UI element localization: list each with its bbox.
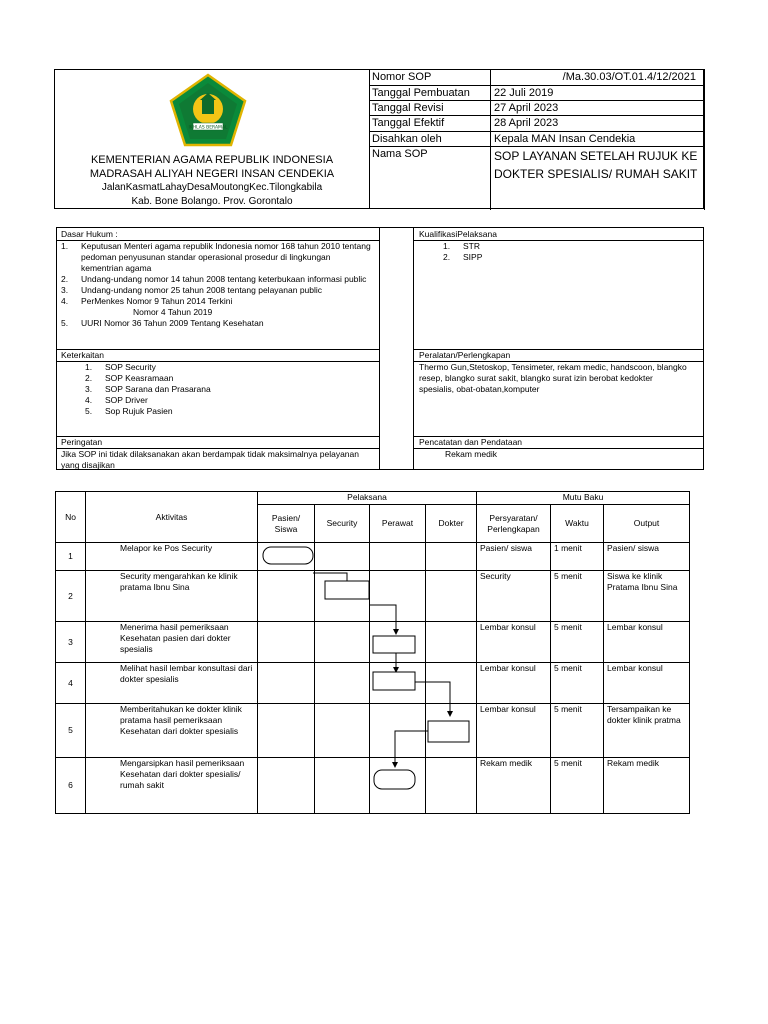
dasar-hukum-item: 1. Keputusan Menteri agama republik Indonesia nomor 168 tahun 2010 tentang pedoman penyusunan standar operasional prosedur di lingkungan kementrian agama bbox=[61, 241, 371, 273]
row-aktivitas: Mengarsipkan hasil pemeriksaan Kesehatan dari dokter spesialis/ rumah sakit bbox=[86, 758, 258, 814]
col-security: Security bbox=[315, 505, 370, 543]
row-aktivitas: Menerima hasil pemeriksaan Kesehatan pasien dari dokter spesialis bbox=[86, 622, 258, 663]
org-name bbox=[55, 153, 369, 209]
peralatan-text: Thermo Gun,Stetoskop, Tensimeter, rekam medic, handscoon, blangko resep, blangko surat sakit, blangko surat izin berobat kedokter spesialis, obat-obatan,komputer bbox=[419, 362, 687, 394]
row-no: 4 bbox=[56, 663, 86, 704]
row-aktivitas: Melihat hasil lembar konsultasi dari dokter spesialis bbox=[86, 663, 258, 704]
ministry-logo-icon bbox=[169, 73, 247, 147]
org-line-region: Kab. Bone Bolango. Prov. Gorontalo bbox=[131, 196, 293, 207]
peringatan-text: Jika SOP ini tidak dilaksanakan akan berdampak tidak maksimalnya pelayanan yang disajikan bbox=[61, 449, 359, 470]
info-block bbox=[56, 227, 704, 470]
col-waktu: Waktu bbox=[551, 505, 604, 543]
keterkaitan-list bbox=[85, 362, 211, 417]
table-row bbox=[56, 663, 690, 704]
keterkaitan-item: 1. SOP Security bbox=[85, 362, 156, 372]
org-line-school: MADRASAH ALIYAH NEGERI INSAN CENDEKIA bbox=[89, 168, 335, 180]
value-tanggal-efektif: 28 April 2023 bbox=[491, 116, 705, 132]
row-output: Siswa ke klinik Pratama Ibnu Sina bbox=[604, 571, 690, 622]
row-waktu: 5 menit bbox=[551, 622, 604, 663]
kualifikasi-item: 2. SIPP bbox=[443, 252, 483, 262]
col-mutu-baku: Mutu Baku bbox=[477, 492, 690, 505]
dasar-hukum-list bbox=[61, 241, 373, 329]
label-nomor-sop: Nomor SOP bbox=[369, 70, 491, 86]
row-persyaratan: Security bbox=[477, 571, 551, 622]
row-no: 2 bbox=[56, 571, 86, 622]
svg-text:IKHLAS BERAMAL: IKHLAS BERAMAL bbox=[188, 125, 228, 131]
value-tanggal-pembuatan: 22 Juli 2019 bbox=[491, 86, 705, 101]
table-row bbox=[56, 571, 690, 622]
label-tanggal-efektif: Tanggal Efektif bbox=[369, 116, 491, 132]
keterkaitan-item: 2. SOP Keasramaan bbox=[85, 373, 174, 383]
hline-row1-left bbox=[57, 349, 379, 350]
keterkaitan-item: 4. SOP Driver bbox=[85, 395, 148, 405]
flow-table bbox=[55, 491, 690, 814]
row-no: 5 bbox=[56, 704, 86, 758]
row-output: Pasien/ siswa bbox=[604, 543, 690, 571]
kualifikasi-title: KualifikasiPelaksana bbox=[419, 229, 497, 239]
keterkaitan-title: Keterkaitan bbox=[61, 350, 104, 360]
peralatan-title: Peralatan/Perlengkapan bbox=[419, 350, 511, 360]
dasar-hukum-title: Dasar Hukum : bbox=[61, 229, 118, 239]
peringatan-title: Peringatan bbox=[61, 437, 103, 447]
row-persyaratan: Lembar konsul bbox=[477, 622, 551, 663]
keterkaitan-item: 3. SOP Sarana dan Prasarana bbox=[85, 384, 211, 394]
row-persyaratan: Lembar konsul bbox=[477, 663, 551, 704]
row-persyaratan: Pasien/ siswa bbox=[477, 543, 551, 571]
keterkaitan-item: 5. Sop Rujuk Pasien bbox=[85, 406, 173, 416]
col-pasien: Pasien/ Siswa bbox=[258, 505, 315, 543]
row-no: 6 bbox=[56, 758, 86, 814]
row-persyaratan: Rekam medik bbox=[477, 758, 551, 814]
table-row bbox=[56, 704, 690, 758]
row-persyaratan: Lembar konsul bbox=[477, 704, 551, 758]
col-dokter: Dokter bbox=[426, 505, 477, 543]
col-output: Output bbox=[604, 505, 690, 543]
col-persyaratan: Persyaratan/ Perlengkapan bbox=[477, 505, 551, 543]
row-aktivitas: Melapor ke Pos Security bbox=[86, 543, 258, 571]
table-row bbox=[56, 622, 690, 663]
dasar-hukum-item: 4. PerMenkes Nomor 9 Tahun 2014 Terkini bbox=[61, 296, 233, 306]
label-disahkan-oleh: Disahkan oleh bbox=[369, 132, 491, 147]
row-no: 1 bbox=[56, 543, 86, 571]
row-waktu: 1 menit bbox=[551, 543, 604, 571]
row-output: Rekam medik bbox=[604, 758, 690, 814]
institution-identity bbox=[55, 70, 370, 208]
value-nama-sop: SOP LAYANAN SETELAH RUJUK KE DOKTER SPESIALIS/ RUMAH SAKIT bbox=[491, 147, 705, 210]
value-nomor-sop: /Ma.30.03/OT.01.4/12/2021 bbox=[491, 70, 705, 86]
sop-meta-table bbox=[369, 69, 705, 210]
dasar-hukum-item: 3. Undang-undang nomor 25 tahun 2008 tentang pelayanan public bbox=[61, 285, 323, 295]
row-aktivitas: Security mengarahkan ke klinik pratama Ibnu Sina bbox=[86, 571, 258, 622]
row-output: Lembar konsul bbox=[604, 622, 690, 663]
row-aktivitas: Memberitahukan ke dokter klinik pratama hasil pemeriksaan Kesehatan dari dokter spesialis bbox=[86, 704, 258, 758]
dasar-hukum-item: Nomor 4 Tahun 2019 bbox=[133, 307, 213, 317]
col-pelaksana: Pelaksana bbox=[258, 492, 477, 505]
row-waktu: 5 menit bbox=[551, 663, 604, 704]
label-tanggal-revisi: Tanggal Revisi bbox=[369, 101, 491, 116]
header-block bbox=[54, 69, 704, 209]
label-nama-sop: Nama SOP bbox=[369, 147, 491, 210]
pencatatan-text: Rekam medik bbox=[445, 449, 497, 459]
row-output: Lembar konsul bbox=[604, 663, 690, 704]
dasar-hukum-item: 2. Undang-undang nomor 14 tahun 2008 tentang keterbukaan informasi public bbox=[61, 274, 367, 284]
table-row bbox=[56, 543, 690, 571]
row-waktu: 5 menit bbox=[551, 571, 604, 622]
row-waktu: 5 menit bbox=[551, 758, 604, 814]
dasar-hukum-item: 5. UURI Nomor 36 Tahun 2009 Tentang Kesehatan bbox=[61, 318, 264, 328]
info-divider-left bbox=[379, 228, 380, 469]
kualifikasi-item: 1. STR bbox=[443, 241, 480, 251]
pencatatan-title: Pencatatan dan Pendataan bbox=[419, 437, 523, 447]
row-waktu: 5 menit bbox=[551, 704, 604, 758]
col-aktivitas: Aktivitas bbox=[86, 492, 258, 543]
org-line-address: JalanKasmatLahayDesaMoutongKec.Tilongkabila bbox=[101, 182, 323, 193]
hline-row2-left bbox=[57, 436, 379, 437]
table-row bbox=[56, 758, 690, 814]
row-output: Tersampaikan ke dokter klinik pratma bbox=[604, 704, 690, 758]
col-perawat: Perawat bbox=[370, 505, 426, 543]
kualifikasi-list bbox=[443, 241, 482, 263]
org-line-ministry: KEMENTERIAN AGAMA REPUBLIK INDONESIA bbox=[90, 154, 334, 166]
col-no: No bbox=[56, 492, 86, 543]
value-disahkan-oleh: Kepala MAN Insan Cendekia bbox=[491, 132, 705, 147]
label-tanggal-pembuatan: Tanggal Pembuatan bbox=[369, 86, 491, 101]
row-no: 3 bbox=[56, 622, 86, 663]
value-tanggal-revisi: 27 April 2023 bbox=[491, 101, 705, 116]
